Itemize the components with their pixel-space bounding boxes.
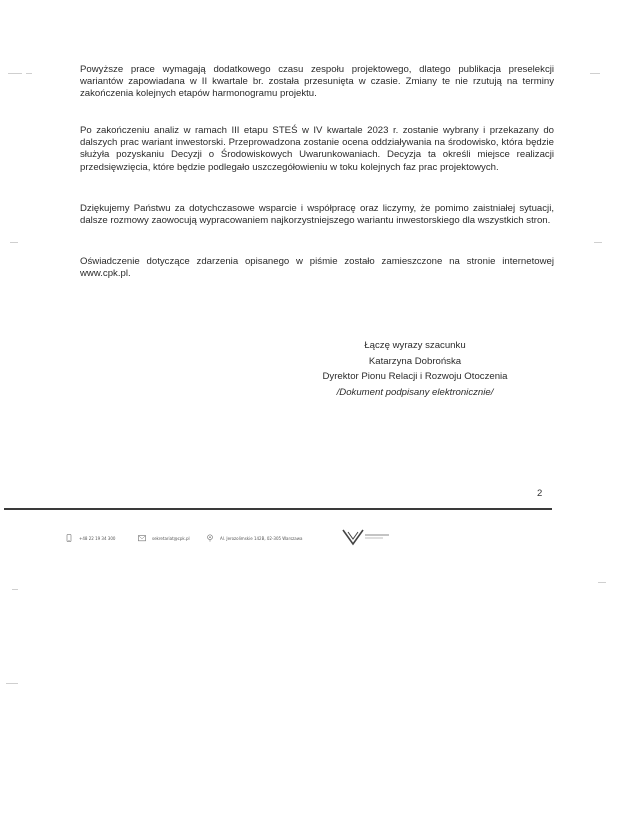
paragraph-thanks: Dziękujemy Państwu za dotychczasowe wsparcie i współpracę oraz liczymy, że pomimo zaistniałej sytuacji, dalsze rozmowy zaowocują wypracowaniem najkorzystniejszego wariantu inwestorskiego dla wszystkich stron. (80, 202, 554, 226)
paragraph-next-steps: Po zakończeniu analiz w ramach III etapu STEŚ w IV kwartale 2023 r. zostanie wybrany i przekazany do dalszych prac wariant inwestorski. Przeprowadzona zostanie ocena oddziaływania na środowisko, która będzie służyła pozyskaniu Decyzji o Środowiskowych Uwarunkowaniach. Decyzja ta określi miejsce realizacji przedsięwzięcia, które będzie podlegało uszczegółowieniu w toku kolejnych faz prac projektowych. (80, 124, 554, 173)
mail-icon (138, 534, 146, 542)
footer-email-text: sekretariat@cpk.pl (152, 535, 190, 541)
signatory-name: Katarzyna Dobrońska (368, 355, 462, 367)
footer-address-text: Al. Jerozolimskie 142B, 02-305 Warszawa (220, 535, 303, 541)
paragraph-schedule-change: Powyższe prace wymagają dodatkowego czasu zespołu projektowego, dlatego publikacja preselekcji wariantów zapowiadana w II kwartale br. została przesunięta w czasie. Zmiany te nie rzutują na terminy zakończenia kolejnych etapów harmonogramu projektu. (80, 63, 554, 100)
footer-address (206, 534, 302, 542)
location-icon (206, 534, 214, 542)
paragraph-statement: Oświadczenie dotyczące zdarzenia opisanego w piśmie zostało zamieszczone na stronie internetowej www.cpk.pl. (80, 255, 554, 279)
signatory-position: Dyrektor Pionu Relacji i Rozwoju Otoczenia (322, 371, 508, 382)
closing-greeting: Łączę wyrazy szacunku (364, 340, 466, 351)
footer-email (138, 534, 190, 542)
footer-phone (65, 534, 115, 542)
phone-icon (65, 534, 73, 542)
footer-phone-text: +48 22 19 34 300 (79, 535, 116, 541)
cpk-logo-icon (341, 526, 397, 548)
footer-divider (4, 508, 552, 510)
page-number: 2 (537, 488, 543, 499)
electronic-signature-note: /Dokument podpisany elektronicznie/ (336, 386, 494, 398)
signature-block (300, 338, 530, 400)
